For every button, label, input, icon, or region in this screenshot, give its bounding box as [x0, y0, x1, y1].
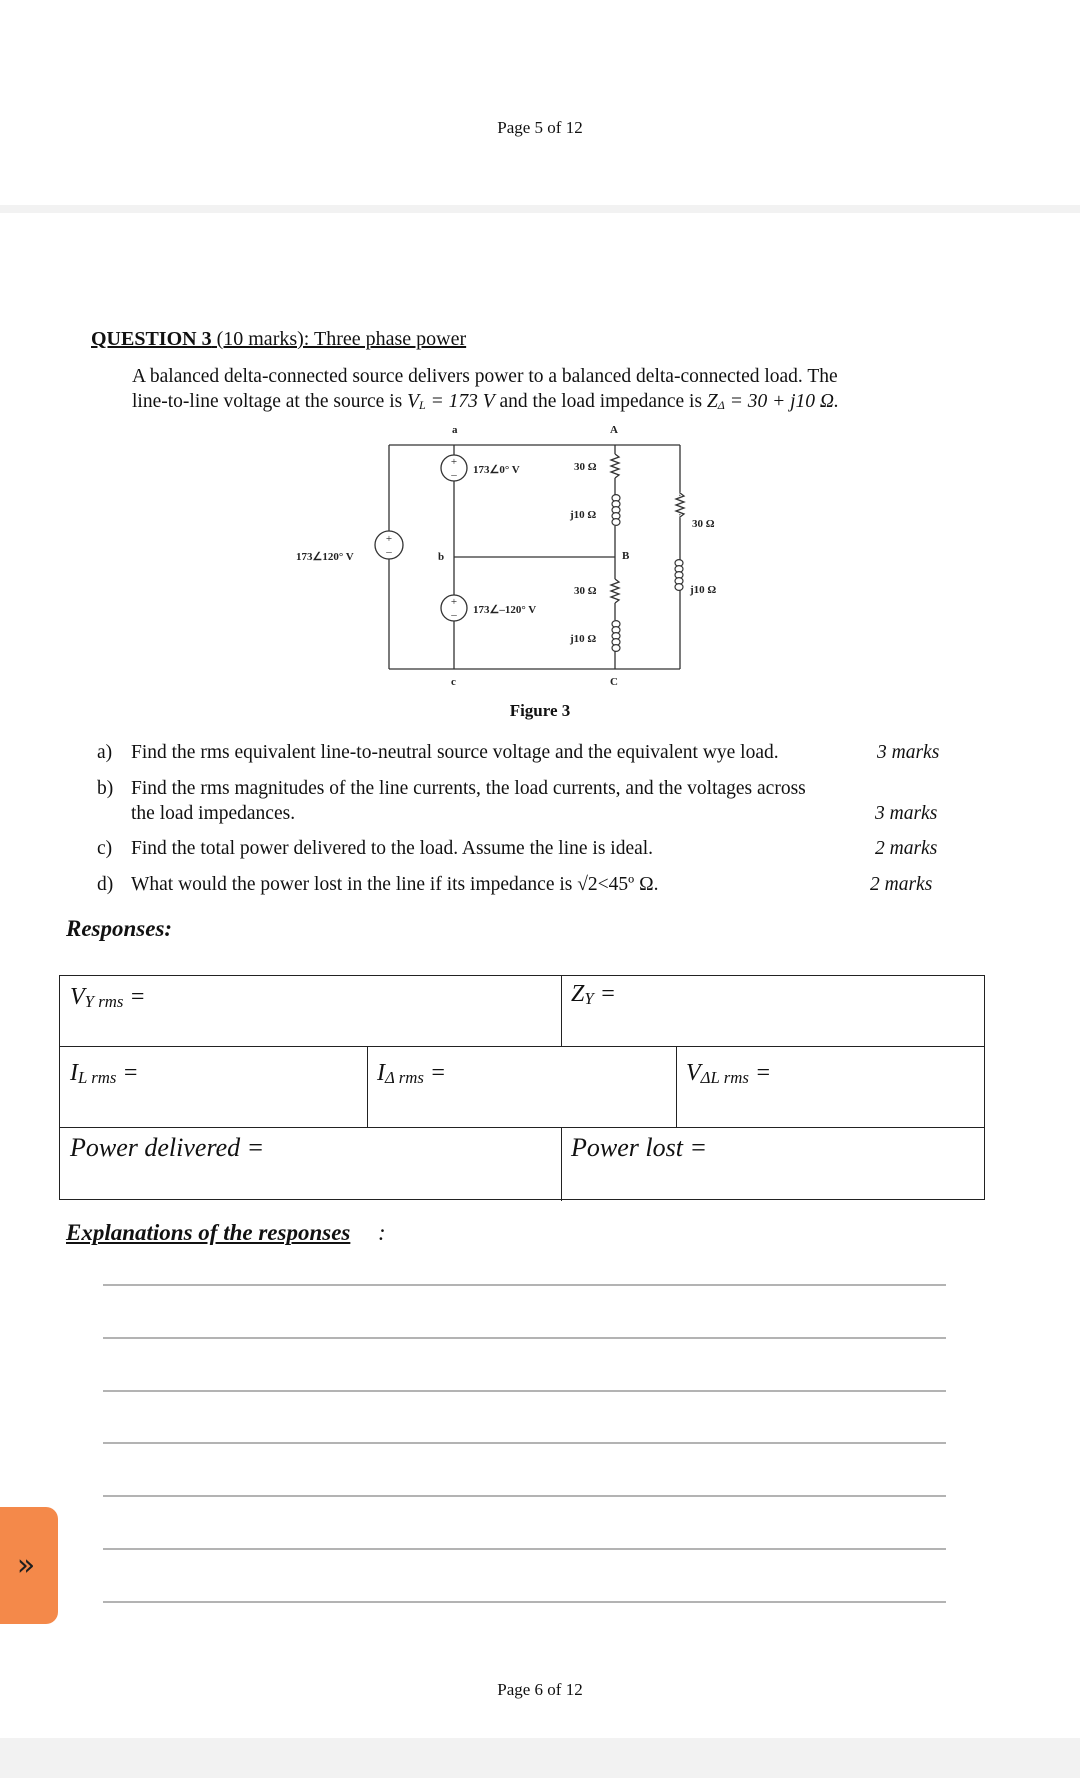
responses-table — [59, 975, 985, 1200]
zy-label: $Z_Y$ = — [571, 981, 616, 1008]
answer-line[interactable] — [103, 1284, 946, 1286]
answer-line[interactable] — [103, 1390, 946, 1392]
part-c: c) Find the total power delivered to the load. Assume the line is ideal. 2 marks — [97, 838, 938, 859]
part-b: b) Find the rms magnitudes of the line currents, the load currents, and the voltages across the load impedances. 3 marks — [97, 778, 938, 824]
power-lost-cell[interactable] — [561, 1127, 986, 1201]
answer-line[interactable] — [103, 1601, 946, 1603]
il-rms-cell[interactable] — [60, 1046, 367, 1127]
power-delivered-cell[interactable] — [60, 1127, 561, 1201]
line-voltage: $V_L = 173$ V — [407, 391, 495, 412]
question-heading: QUESTION 3 — [91, 328, 212, 350]
answer-line[interactable] — [103, 1495, 946, 1497]
part-a: a) Find the rms equivalent line-to-neutral source voltage and the equivalent wye load. 3 marks — [97, 742, 940, 763]
r-top-label: 30 Ω — [574, 461, 597, 473]
circuit-diagram — [285, 418, 765, 693]
svg-text:–: – — [451, 469, 457, 481]
page-number-top: Page 5 of 12 — [497, 118, 583, 137]
figure-caption: Figure 3 — [509, 701, 571, 720]
svg-text:+: + — [450, 596, 458, 608]
explanations-title: Explanations of the responses — [66, 1220, 351, 1245]
part-c-marks: 2 marks — [875, 838, 938, 859]
svg-text:–: – — [451, 609, 457, 621]
power-delivered-label: Power delivered = — [70, 1133, 265, 1162]
inductor-top — [612, 495, 620, 526]
page-5-footer-area — [0, 0, 1080, 205]
id-rms-label: $I_{\Delta rms}$ = — [377, 1060, 447, 1087]
resistor-top — [611, 454, 619, 478]
node-c-label: c — [451, 676, 456, 688]
node-A-label: A — [610, 424, 618, 436]
x-top-label: j10 Ω — [570, 509, 597, 521]
node-a-label: a — [452, 424, 458, 436]
explanations-colon: : — [378, 1220, 386, 1245]
source-ca-label: 173∠120° V — [296, 551, 354, 563]
x-right-label: j10 Ω — [690, 584, 717, 596]
question-subheading: (10 marks): Three phase power — [211, 328, 467, 350]
r-right-label: 30 Ω — [692, 518, 715, 530]
id-rms-cell[interactable] — [367, 1046, 676, 1127]
answer-line[interactable] — [103, 1548, 946, 1550]
source-bc-label: 173∠–120° V — [473, 604, 537, 616]
il-rms-label: $I_{L rms}$ = — [70, 1060, 139, 1087]
load-impedance: $Z_\Delta = 30 + j10$ Ω. — [706, 391, 839, 412]
answer-line[interactable] — [103, 1337, 946, 1339]
x-bottom-label: j10 Ω — [570, 633, 597, 645]
svg-text:+: + — [450, 456, 458, 468]
source-ab-label: 173∠0° V — [473, 464, 520, 476]
node-C-label: C — [610, 676, 618, 688]
svg-text:–: – — [386, 546, 392, 558]
responses-title: Responses: — [66, 916, 173, 941]
part-d: d) What would the power lost in the line if its impedance is √2<45º Ω. 2 marks — [97, 874, 933, 895]
intro-line-1: A balanced delta-connected source delivers power to a balanced delta-connected load. The — [132, 366, 838, 387]
inductor-right — [675, 560, 683, 591]
inductor-bottom — [612, 621, 620, 652]
node-b-label: b — [438, 551, 445, 563]
part-d-marks: 2 marks — [870, 874, 933, 895]
part-b-marks: 3 marks — [875, 803, 938, 824]
r-bottom-label: 30 Ω — [574, 585, 597, 597]
side-panel-toggle-button[interactable] — [0, 1507, 58, 1624]
vdl-rms-cell[interactable] — [676, 1046, 986, 1127]
intro-line-2: line-to-line voltage at the source is $V_L = 173$ V and the load impedance is $Z_\Delta = 30 + j10$ Ω. — [132, 391, 839, 412]
resistor-bottom — [611, 579, 619, 603]
question-title — [91, 328, 466, 351]
vdl-rms-label: $V_{\Delta L rms}$ = — [686, 1060, 772, 1087]
vy-rms-cell[interactable] — [60, 976, 561, 1046]
node-B-label: B — [622, 550, 630, 562]
vy-rms-label: $V_{Y rms}$ = — [70, 984, 146, 1011]
power-lost-label: Power lost = — [571, 1133, 707, 1162]
part-a-marks: 3 marks — [877, 742, 940, 763]
answer-line[interactable] — [103, 1442, 946, 1444]
double-chevron-right-icon: » — [16, 1548, 36, 1583]
zy-cell[interactable] — [561, 976, 986, 1046]
svg-text:+: + — [385, 533, 393, 545]
page-number-bottom: Page 6 of 12 — [497, 1680, 583, 1699]
question-intro — [132, 364, 932, 418]
